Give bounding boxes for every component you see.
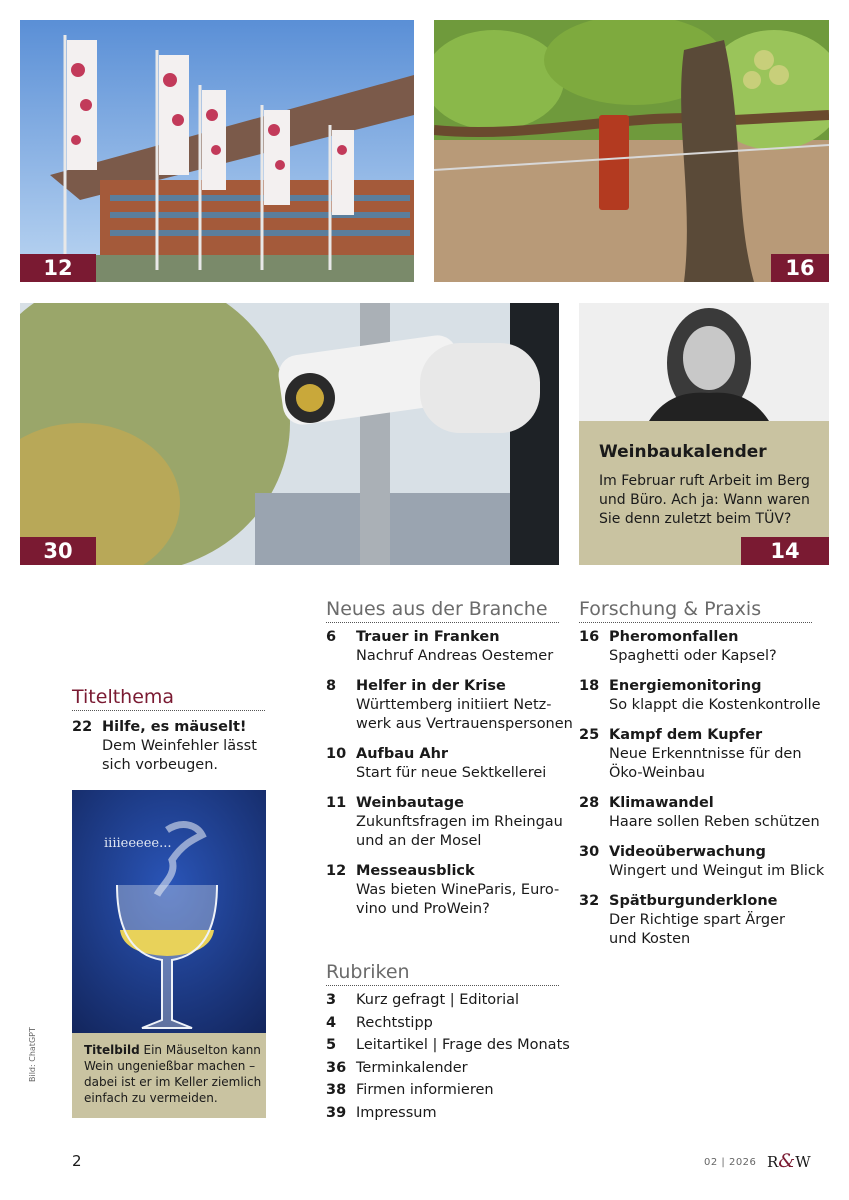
entry-page: 3 — [326, 992, 337, 1008]
entry-page: 22 — [72, 719, 93, 735]
portrait-photo — [579, 303, 829, 421]
entry-line: So klappt die Kostenkontrolle — [609, 697, 821, 713]
entry-line: Der Richtige spart Ärger — [609, 912, 785, 928]
entry-title: Kampf dem Kupfer — [609, 727, 763, 743]
entry-line: Dem Weinfehler lässt — [102, 738, 257, 754]
entry-page: 16 — [579, 629, 600, 645]
caption-line: Wein ungenießbar machen – — [84, 1059, 256, 1073]
entry-line: und an der Mosel — [356, 833, 482, 849]
entry-title: Firmen informieren — [356, 1082, 494, 1098]
entry-page: 38 — [326, 1082, 347, 1098]
entry-page: 10 — [326, 746, 347, 762]
kalender-title: Weinbaukalender — [599, 442, 767, 462]
entry-line: Öko-Weinbau — [609, 765, 705, 781]
entry-page: 36 — [326, 1060, 347, 1076]
rubrik-entry[interactable] — [326, 991, 566, 1010]
kalender-line: Im Februar ruft Arbeit im Berg — [599, 473, 810, 489]
rubrik-entry[interactable] — [326, 1081, 566, 1100]
toc-entry[interactable] — [326, 745, 566, 785]
rubrik-entry[interactable] — [326, 1014, 566, 1033]
entry-title: Klimawandel — [609, 795, 714, 811]
page-badge: 30 — [20, 537, 96, 565]
rubriken-heading: Rubriken — [326, 961, 559, 986]
entry-title: Pheromonfallen — [609, 629, 739, 645]
logo-amp: & — [778, 1150, 796, 1172]
caption-line: einfach zu vermeiden. — [84, 1091, 218, 1105]
entry-page: 11 — [326, 795, 347, 811]
rubrik-entry[interactable] — [326, 1059, 566, 1078]
cover-caption — [72, 1033, 266, 1118]
entry-page: 4 — [326, 1015, 337, 1031]
entry-line: Haare sollen Reben schützen — [609, 814, 820, 830]
entry-title: Messeausblick — [356, 863, 475, 879]
forschung-heading: Forschung & Praxis — [579, 598, 812, 623]
entry-line: und Kosten — [609, 931, 691, 947]
toc-entry[interactable] — [579, 726, 829, 786]
neues-heading: Neues aus der Branche — [326, 598, 559, 623]
toc-entry[interactable] — [579, 628, 829, 668]
entry-line: Was bieten WineParis, Euro- — [356, 882, 560, 898]
page-number: 2 — [72, 1152, 82, 1170]
eurovino-photo — [20, 20, 414, 282]
publication-logo — [767, 1150, 811, 1172]
entry-line: Zukunftsfragen im Rheingau — [356, 814, 563, 830]
caption-line: Ein Mäuselton kann — [139, 1043, 261, 1057]
cover-text: iiiieeeee... — [104, 836, 172, 851]
entry-line: Nachruf Andreas Oestemer — [356, 648, 554, 664]
cover-image — [72, 790, 266, 1033]
entry-line: Wingert und Weingut im Blick — [609, 863, 825, 879]
toc-entry[interactable] — [579, 794, 829, 834]
rubrik-entry[interactable] — [326, 1036, 570, 1055]
entry-title: Impressum — [356, 1105, 437, 1121]
titelthema-heading: Titelthema — [72, 686, 265, 711]
entry-page: 30 — [579, 844, 600, 860]
entry-title: Terminkalender — [356, 1060, 468, 1076]
vine-photo — [434, 20, 829, 282]
toc-entry[interactable] — [326, 862, 566, 922]
logo-w: W — [795, 1153, 811, 1171]
entry-title: Trauer in Franken — [356, 629, 500, 645]
entry-line: Neue Erkenntnisse für den — [609, 746, 802, 762]
kalender-text — [599, 472, 810, 529]
entry-page: 39 — [326, 1105, 347, 1121]
entry-line: Start für neue Sektkellerei — [356, 765, 547, 781]
entry-line: vino und ProWein? — [356, 901, 490, 917]
toc-entry[interactable] — [326, 628, 566, 668]
issue-number: 02 | 2026 — [704, 1157, 757, 1168]
entry-page: 6 — [326, 629, 337, 645]
image-credit: Bild: ChatGPT — [28, 1027, 37, 1082]
entry-page: 5 — [326, 1037, 337, 1053]
toc-entry[interactable] — [326, 794, 566, 854]
page-badge: 14 — [741, 537, 829, 565]
entry-page: 8 — [326, 678, 337, 694]
camera-photo — [20, 303, 559, 565]
kalender-line: und Büro. Ach ja: Wann waren — [599, 492, 810, 508]
entry-title: Weinbautage — [356, 795, 465, 811]
entry-line: werk aus Vertrauenspersonen — [356, 716, 573, 732]
caption-line: dabei ist er im Keller ziemlich — [84, 1075, 262, 1089]
entry-title: Leitartikel | Frage des Monats — [356, 1037, 570, 1053]
entry-title: Energiemonitoring — [609, 678, 762, 694]
entry-page: 18 — [579, 678, 600, 694]
toc-entry[interactable] — [326, 677, 573, 737]
titelthema-entry[interactable] — [72, 718, 272, 778]
toc-entry[interactable] — [579, 677, 829, 717]
entry-title: Kurz gefragt | Editorial — [356, 992, 520, 1008]
kalender-line: Sie denn zuletzt beim TÜV? — [599, 511, 792, 527]
toc-entry[interactable] — [579, 892, 829, 952]
entry-title: Spätburgunderklone — [609, 893, 778, 909]
caption-label: Titelbild — [84, 1043, 140, 1057]
entry-line: sich vorbeugen. — [102, 757, 219, 773]
entry-page: 25 — [579, 727, 600, 743]
entry-title: Aufbau Ahr — [356, 746, 449, 762]
entry-page: 32 — [579, 893, 600, 909]
page-badge: 12 — [20, 254, 96, 282]
entry-page: 12 — [326, 863, 347, 879]
logo-r: R — [767, 1153, 779, 1171]
entry-title: Videoüberwachung — [609, 844, 766, 860]
entry-line: Württemberg initiiert Netz- — [356, 697, 552, 713]
entry-title: Hilfe, es mäuselt! — [102, 719, 247, 735]
page-badge: 16 — [771, 254, 829, 282]
entry-page: 28 — [579, 795, 600, 811]
toc-entry[interactable] — [579, 843, 829, 883]
entry-line: Spaghetti oder Kapsel? — [609, 648, 777, 664]
rubrik-entry[interactable] — [326, 1104, 566, 1123]
entry-title: Helfer in der Krise — [356, 678, 506, 694]
weinbaukalender-box — [579, 303, 829, 565]
entry-title: Rechtstipp — [356, 1015, 433, 1031]
